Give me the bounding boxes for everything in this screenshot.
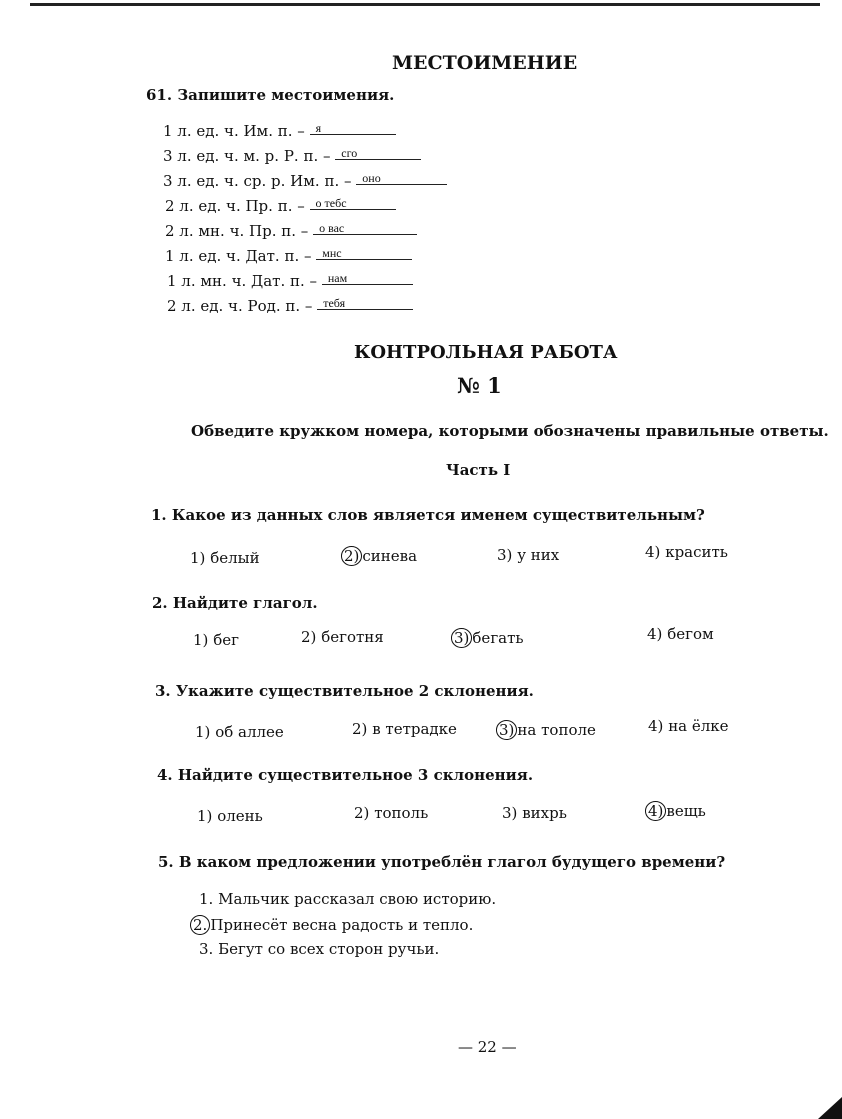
answer-option[interactable] — [496, 720, 596, 740]
option-text: олень — [217, 807, 263, 825]
answer-option[interactable] — [301, 628, 384, 646]
option-number: 2) — [301, 628, 317, 646]
answer-option[interactable] — [197, 807, 263, 825]
answer-option[interactable] — [190, 549, 260, 567]
answer-option[interactable] — [648, 717, 729, 735]
test-number: № 1 — [457, 373, 502, 398]
option-number: 4) — [645, 543, 661, 561]
part-title: Часть I — [446, 461, 511, 479]
pronoun-row — [163, 172, 447, 190]
option-text: об аллее — [215, 723, 284, 741]
pronoun-row — [167, 272, 413, 290]
option-number: 3) — [502, 804, 518, 822]
pronoun-row — [163, 147, 421, 165]
question-text: 4. Найдите существительное 3 склонения. — [157, 766, 534, 784]
option-number: 2. — [190, 915, 210, 935]
answer-field[interactable]: мнс — [316, 247, 412, 260]
pronoun-row — [165, 222, 417, 240]
option-number: 1) — [197, 807, 213, 825]
question-text: 1. Какое из данных слов является именем существительным? — [151, 506, 705, 524]
option-number: 2) — [352, 720, 368, 738]
answer-option[interactable] — [190, 915, 473, 935]
option-text: синева — [362, 547, 418, 565]
pronoun-row — [167, 297, 413, 315]
answer-option[interactable] — [352, 720, 457, 738]
row-label: 3 л. ед. ч. м. р. Р. п. – — [163, 147, 331, 165]
pronoun-row — [165, 247, 412, 265]
question-text: 3. Укажите существительное 2 склонения. — [155, 682, 534, 700]
option-number: 2) — [354, 804, 370, 822]
option-text: красить — [665, 543, 728, 561]
option-number: 1) — [193, 631, 209, 649]
option-text: бегом — [667, 625, 714, 643]
question-text: 5. В каком предложении употреблён глагол будущего времени? — [158, 853, 726, 871]
row-label: 1 л. ед. ч. Им. п. – — [163, 122, 305, 140]
answer-option[interactable] — [645, 543, 728, 561]
option-number: 1) — [190, 549, 206, 567]
option-text: Принесёт весна радость и тепло. — [210, 916, 474, 934]
option-text: бегать — [472, 629, 524, 647]
answer-field[interactable]: оно — [356, 172, 447, 185]
answer-option[interactable] — [199, 890, 496, 908]
option-number: 4) — [647, 625, 663, 643]
option-text: Мальчик рассказал свою историю. — [218, 890, 497, 908]
answer-option[interactable] — [199, 940, 439, 958]
answer-option[interactable] — [341, 546, 417, 566]
answer-field[interactable]: тебя — [317, 297, 413, 310]
answer-option[interactable] — [647, 625, 714, 643]
option-text: тополь — [374, 804, 429, 822]
pronoun-row — [163, 122, 396, 140]
row-label: 3 л. ед. ч. ср. р. Им. п. – — [163, 172, 352, 190]
page-number: — 22 — — [458, 1038, 517, 1056]
section-title: МЕСТОИМЕНИЕ — [392, 52, 578, 74]
option-text: вихрь — [522, 804, 567, 822]
row-label: 2 л. ед. ч. Род. п. – — [167, 297, 313, 315]
option-number: 1. — [199, 890, 214, 908]
option-text: белый — [210, 549, 260, 567]
top-border — [30, 3, 820, 6]
row-label: 1 л. мн. ч. Дат. п. – — [167, 272, 318, 290]
option-number: 3) — [451, 628, 472, 648]
answer-option[interactable] — [195, 723, 284, 741]
instruction: Обведите кружком номера, которыми обозначены правильные ответы. — [191, 422, 829, 440]
answer-option[interactable] — [354, 804, 428, 822]
option-text: в тетрадке — [372, 720, 457, 738]
option-text: бег — [213, 631, 239, 649]
answer-field[interactable]: о тебс — [310, 197, 396, 210]
option-number: 4) — [648, 717, 664, 735]
answer-field[interactable]: о вас — [313, 222, 417, 235]
option-number: 1) — [195, 723, 211, 741]
row-label: 2 л. ед. ч. Пр. п. – — [165, 197, 305, 215]
option-number: 4) — [645, 801, 666, 821]
option-text: на тополе — [517, 721, 596, 739]
row-label: 2 л. мн. ч. Пр. п. – — [165, 222, 309, 240]
option-number: 3. — [199, 940, 214, 958]
answer-option[interactable] — [193, 631, 239, 649]
exercise-title: 61. Запишите местоимения. — [146, 86, 395, 104]
option-number: 3) — [497, 546, 513, 564]
answer-field[interactable]: нам — [322, 272, 413, 285]
pronoun-row — [165, 197, 396, 215]
answer-field[interactable]: сго — [335, 147, 421, 160]
row-label: 1 л. ед. ч. Дат. п. – — [165, 247, 312, 265]
scan-corner — [818, 1097, 842, 1119]
option-text: Бегут со всех сторон ручьи. — [218, 940, 440, 958]
option-text: беготня — [321, 628, 384, 646]
option-number: 2) — [341, 546, 362, 566]
answer-option[interactable] — [645, 801, 706, 821]
option-text: вещь — [666, 802, 706, 820]
option-text: на ёлке — [668, 717, 729, 735]
answer-option[interactable] — [497, 546, 559, 564]
question-text: 2. Найдите глагол. — [152, 594, 318, 612]
answer-option[interactable] — [502, 804, 567, 822]
test-title: КОНТРОЛЬНАЯ РАБОТА — [354, 342, 618, 363]
option-text: у них — [517, 546, 560, 564]
answer-option[interactable] — [451, 628, 524, 648]
answer-field[interactable]: я — [310, 122, 396, 135]
option-number: 3) — [496, 720, 517, 740]
